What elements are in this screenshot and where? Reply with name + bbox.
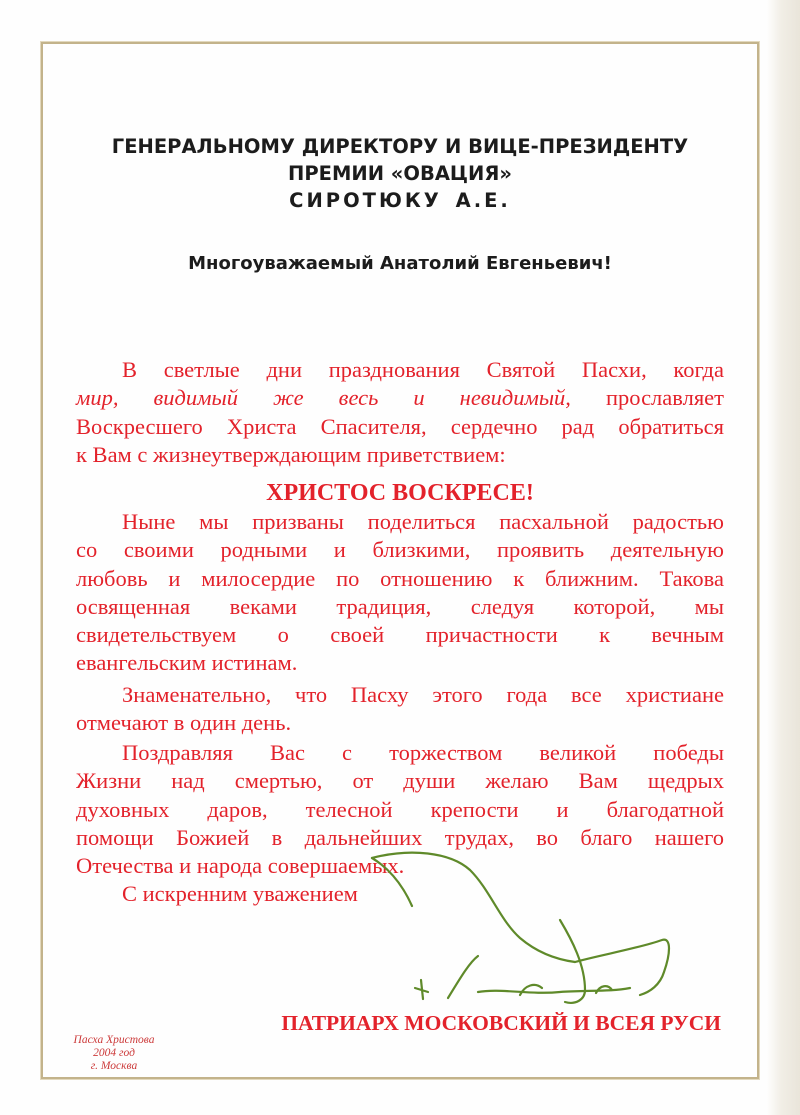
- easter-greeting: ХРИСТОС ВОСКРЕСЕ!: [266, 480, 534, 506]
- p2-line-2: со своими родными и близкими, проявить деятельную: [76, 537, 724, 563]
- p3-line-1: Знаменательно, что Пасху этого года все христиане: [122, 682, 724, 707]
- addressee-line-2: ПРЕМИИ «ОВАЦИЯ»: [288, 162, 512, 185]
- addressee-line-3: СИРОТЮКУ А.Е.: [289, 189, 511, 212]
- paragraph-4: [76, 739, 724, 880]
- p4-line-4: помощи Божией в дальнейших трудах, во благо нашего: [76, 824, 724, 850]
- p4-line-1: Поздравляя Вас с торжеством великой победы: [122, 740, 724, 765]
- p4-line-3: духовных даров, телесной крепости и благодатной: [76, 796, 724, 822]
- p1-line-4: к Вам с жизнеутверждающим приветствием:: [76, 441, 506, 467]
- closing-phrase: С искренним уважением: [122, 881, 358, 906]
- signatory-title: ПАТРИАРХ МОСКОВСКИЙ И ВСЕЯ РУСИ: [281, 1011, 721, 1035]
- p2-line-6: евангельским истинам.: [76, 650, 298, 676]
- p3-line-2: отмечают в один день.: [76, 710, 292, 736]
- place-date: [54, 1034, 174, 1073]
- p4-line-5: Отечества и народа совершаемых.: [76, 853, 405, 879]
- p2-line-3: любовь и милосердие по отношению к ближним. Такова: [76, 565, 724, 591]
- p4-line-2: Жизни над смертью, от души желаю Вам щедрых: [76, 768, 724, 794]
- place-date-line-1: Пасха Христова: [73, 1034, 155, 1046]
- p1-line-3: Воскресшего Христа Спасителя, сердечно рад обратиться: [76, 413, 724, 439]
- p1-line-2: мир, видимый же весь и невидимый, прославляет: [76, 385, 724, 411]
- page-edge-shadow: [766, 0, 800, 1115]
- p2-line-1: Ныне мы призваны поделиться пасхальной радостью: [122, 509, 724, 534]
- place-date-line-3: г. Москва: [90, 1060, 138, 1072]
- addressee-line-1: ГЕНЕРАЛЬНОМУ ДИРЕКТОРУ И ВИЦЕ-ПРЕЗИДЕНТУ: [111, 135, 689, 158]
- p2-line-5: свидетельствуем о своей причастности к вечным: [76, 622, 724, 648]
- paragraph-2: [76, 508, 724, 678]
- paragraph-1: [76, 356, 724, 469]
- place-date-line-2: 2004 год: [93, 1047, 135, 1059]
- paragraph-3: [76, 681, 724, 738]
- salutation: Многоуважаемый Анатолий Евгеньевич!: [188, 253, 612, 274]
- p1-line-1: В светлые дни празднования Святой Пасхи, когда: [122, 357, 724, 382]
- p2-line-4: освященная веками традиция, следуя которой, мы: [76, 593, 724, 619]
